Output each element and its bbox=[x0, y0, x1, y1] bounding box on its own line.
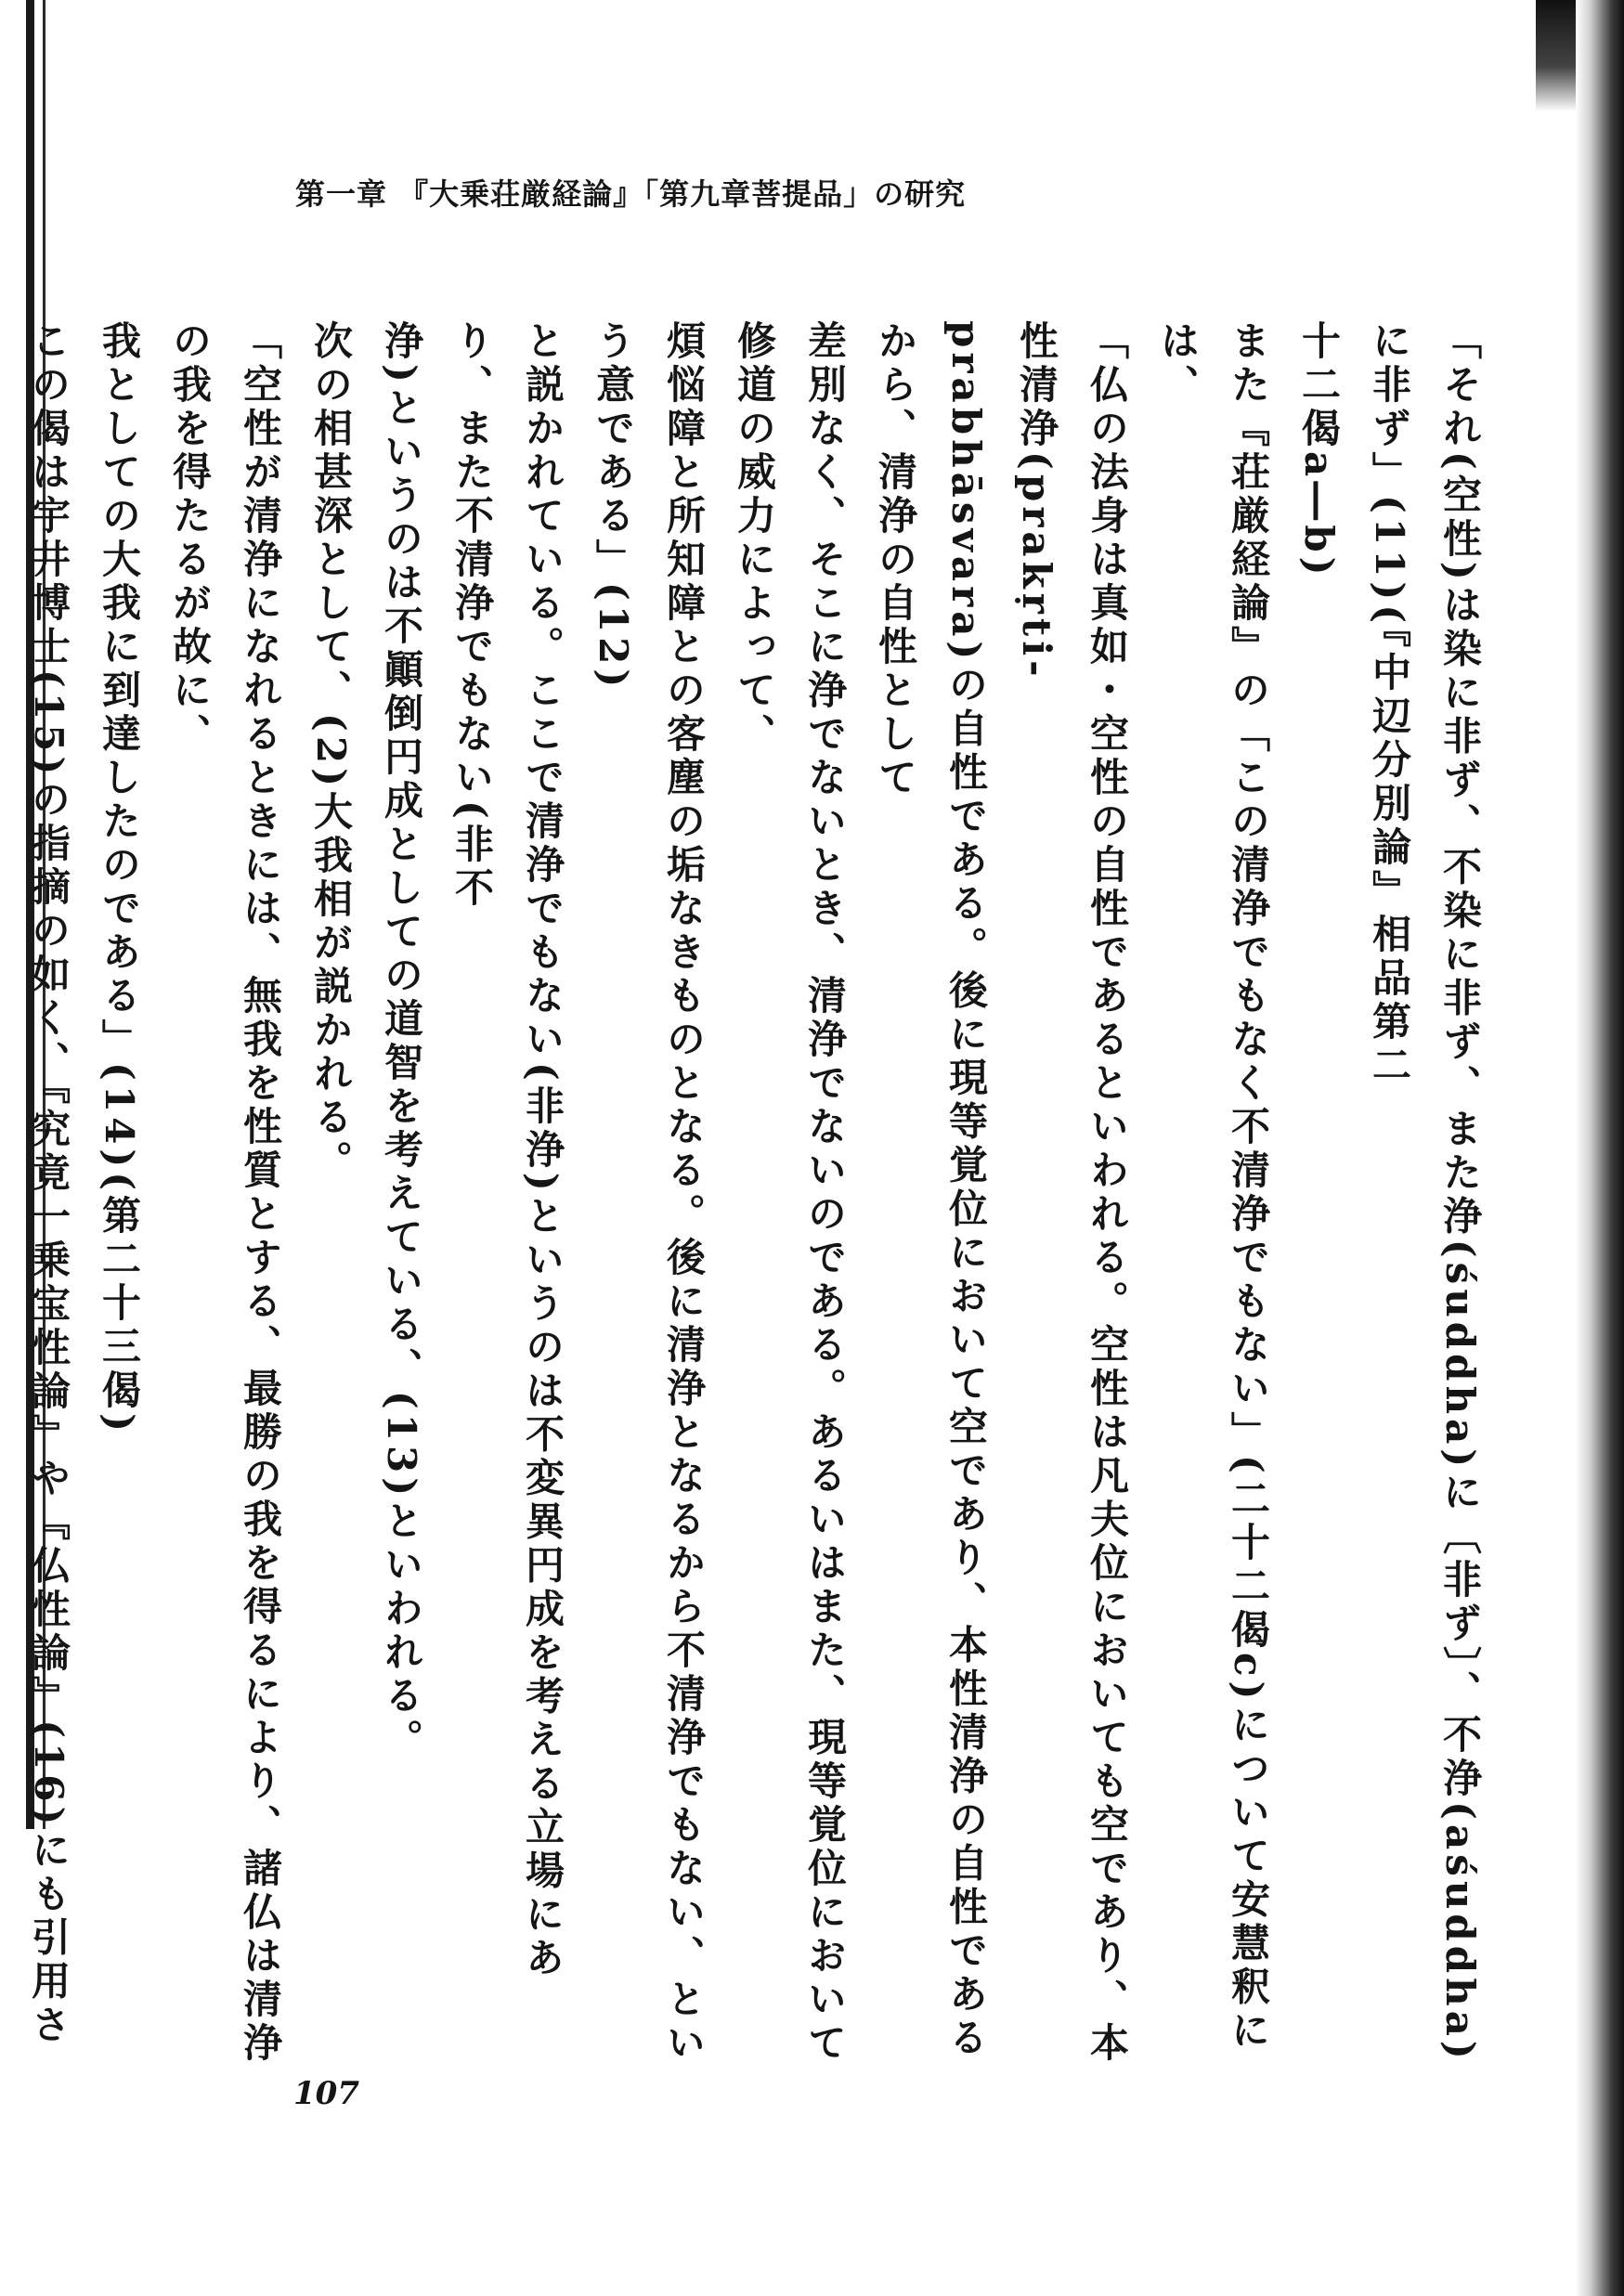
text-column: この偈は宇井博士(15)の指摘の如く、『究竟一乗宝性論』や『仏性論』(16)にも引用さ bbox=[26, 320, 71, 2048]
text-column: と説かれている。ここで清浄でもない(非浄)というのは不変異円成を考える立場にあり、また不清浄でもない(非不 bbox=[449, 320, 565, 1981]
text-column: 「それ(空性)は染に非ず、不染に非ず、また浄(śuddha)に〔非ず〕、不浄(aśuddha)に非ず」(11)(『中辺分別論』相品第二 bbox=[1367, 320, 1483, 2064]
text-column: また『荘厳経論』の「この清浄でもなく不清浄でもない」(二十二偈c)について安慧釈には、 bbox=[1155, 320, 1271, 2054]
text-column: 浄)というのは不顚倒円成としての道智を考えている、(13)といわれる。 bbox=[379, 320, 424, 1763]
scan-shadow-edge bbox=[1576, 0, 1624, 2296]
text-column: 差別なく、そこに浄でないとき、清浄でないのである。あるいはまた、現等覚位において修道の威力によって、 bbox=[732, 320, 848, 2066]
text-column: 次の相甚深として、(2)大我相が説かれる。 bbox=[308, 320, 354, 1184]
body-text bbox=[26, 320, 1495, 2066]
text-column: 「空性が清浄になれるときには、無我を性質とする、最勝の我を得るにより、諸仏は清浄の我を得たるが故に、 bbox=[167, 320, 283, 2066]
text-column: 煩悩障と所知障との客塵の垢なきものとなる。後に清浄となるから不清浄でもない、という意である」(12) bbox=[591, 320, 707, 2066]
text-column: 十二偈a―b) bbox=[1296, 320, 1342, 580]
text-column: prabhāsvara)の自性である。後に現等覚位において空であり、本性清浄の自性であるから、清浄の自性として bbox=[873, 320, 989, 2061]
running-head: 第一章 『大乗荘厳経論』「第九章菩提品」の研究 bbox=[295, 176, 967, 212]
text-column: 我としての大我に到達したのである」(14)(第二十三偈) bbox=[97, 320, 142, 1436]
text-column: 「仏の法身は真如・空性の自性であるといわれる。空性は凡夫位においても空であり、本性清浄(prakṛti- bbox=[1014, 320, 1130, 2066]
page-number: 107 bbox=[293, 2075, 359, 2112]
